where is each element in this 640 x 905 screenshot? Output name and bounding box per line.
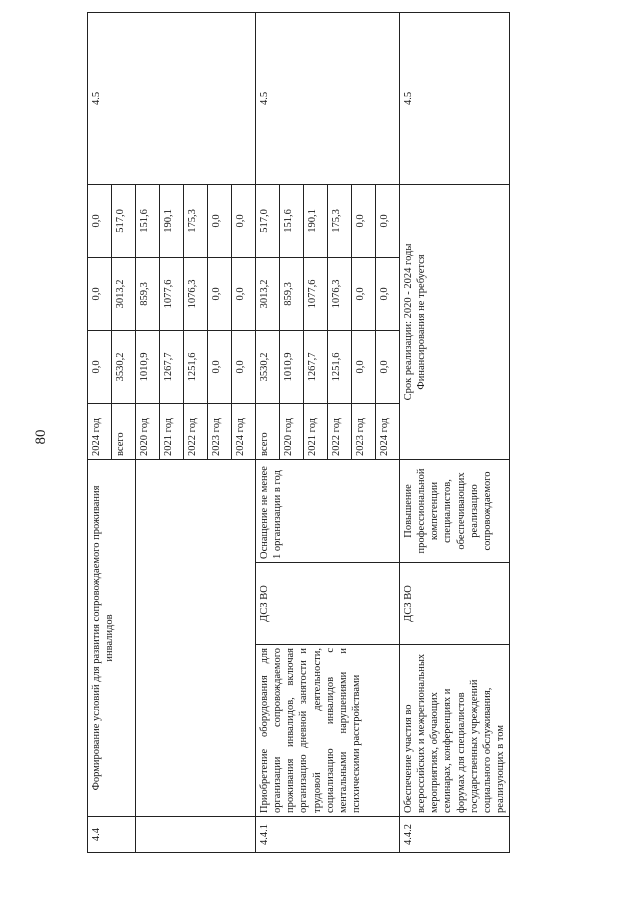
row-4-4-2-result: Повышение профессиональной компетенции специалистов, обеспечивающих реализацию сопровождаемого	[400, 459, 510, 562]
row-4-4-2	[400, 12, 510, 852]
total-cell: 1267,7	[160, 330, 184, 403]
row-4-4-1-name: Приобретение оборудования для организации сопровождаемого проживания инвалидов, включая организацию дневной занятости и трудовой деятельности, социализацию инвалидов с ментальными нарушениями и психическими расстройствами	[256, 645, 400, 817]
federal-cell: 190,1	[304, 184, 328, 257]
federal-cell: 0,0	[208, 184, 232, 257]
federal-cell: 175,3	[328, 184, 352, 257]
row-4-4-1	[256, 12, 280, 852]
year-cell: 2023 год	[208, 403, 232, 459]
regional-cell: 0,0	[232, 257, 256, 330]
federal-cell: 517,0	[256, 184, 280, 257]
regional-cell: 1077,6	[160, 257, 184, 330]
year-cell: 2022 год	[328, 403, 352, 459]
total-cell: 0,0	[208, 330, 232, 403]
year-cell: 2024 год	[376, 403, 400, 459]
regional-cell: 0,0	[376, 257, 400, 330]
regional-cell: 3013,2	[112, 257, 136, 330]
row-4-4-2-name: Обеспечение участия во всероссийских и межрегиональных мероприятиях, обучающих семинарах, конференциях и форумах для специалистов государственных учреждений социального обслуживания, реализующих в том	[400, 645, 510, 817]
page-number: 80	[33, 429, 49, 445]
row-4-4-2-note-line1: Срок реализации: 2020 - 2024 годы	[403, 243, 414, 401]
regional-cell: 1077,6	[304, 257, 328, 330]
total-cell: 1251,6	[184, 330, 208, 403]
row-4-4-1-executor: ДСЗ ВО	[256, 563, 400, 645]
total-cell: 3530,2	[256, 330, 280, 403]
regional-cell: 1076,3	[328, 257, 352, 330]
federal-cell: 151,6	[136, 184, 160, 257]
indicator-ref-4-4: 4.5	[88, 12, 256, 184]
federal-cell: 0,0	[376, 184, 400, 257]
federal-cell: 0,0	[88, 184, 112, 257]
row-4-4-2-number: 4.4.2	[400, 817, 510, 853]
regional-cell: 0,0	[88, 257, 112, 330]
total-cell: 1251,6	[328, 330, 352, 403]
section-4-4-title: Формирование условий для развития сопровождаемого проживания инвалидов	[88, 459, 136, 816]
row-4-4-2-note-line2: Финансирования не требуется	[416, 254, 428, 390]
year-cell: всего	[112, 403, 136, 459]
year-cell: 2024 год	[232, 403, 256, 459]
year-cell: 2020 год	[280, 403, 304, 459]
regional-cell: 0,0	[352, 257, 376, 330]
federal-cell: 0,0	[352, 184, 376, 257]
empty-cell	[136, 817, 256, 853]
row-4-4-1-result: Оснащение не менее 1 организации в год	[256, 459, 400, 562]
row-4-4-2-indicator-ref: 4.5	[400, 12, 510, 184]
row-4-4-1-number: 4.4.1	[256, 817, 400, 853]
federal-cell: 190,1	[160, 184, 184, 257]
federal-cell: 151,6	[280, 184, 304, 257]
section-4-4-year-row	[88, 12, 112, 852]
year-cell: 2024 год	[88, 403, 112, 459]
total-cell: 0,0	[352, 330, 376, 403]
federal-cell: 0,0	[232, 184, 256, 257]
regional-cell: 859,3	[280, 257, 304, 330]
total-cell: 0,0	[232, 330, 256, 403]
year-cell: 2020 год	[136, 403, 160, 459]
total-cell: 1010,9	[280, 330, 304, 403]
year-cell: 2021 год	[304, 403, 328, 459]
program-table	[87, 13, 506, 853]
year-cell: 2022 год	[184, 403, 208, 459]
year-cell: 2021 год	[160, 403, 184, 459]
year-cell: 2023 год	[352, 403, 376, 459]
section-4-4-number: 4.4	[88, 817, 136, 853]
row-4-4-2-executor: ДСЗ ВО	[400, 563, 510, 645]
federal-cell: 175,3	[184, 184, 208, 257]
regional-cell: 0,0	[208, 257, 232, 330]
row-4-4-2-note	[400, 184, 510, 459]
year-cell: всего	[256, 403, 280, 459]
empty-cell	[136, 459, 256, 816]
regional-cell: 1076,3	[184, 257, 208, 330]
total-cell: 0,0	[376, 330, 400, 403]
federal-cell: 517,0	[112, 184, 136, 257]
total-cell: 1010,9	[136, 330, 160, 403]
total-cell: 3530,2	[112, 330, 136, 403]
regional-cell: 3013,2	[256, 257, 280, 330]
regional-cell: 859,3	[136, 257, 160, 330]
total-cell: 1267,7	[304, 330, 328, 403]
total-cell: 0,0	[88, 330, 112, 403]
row-4-4-1-indicator-ref: 4.5	[256, 12, 400, 184]
